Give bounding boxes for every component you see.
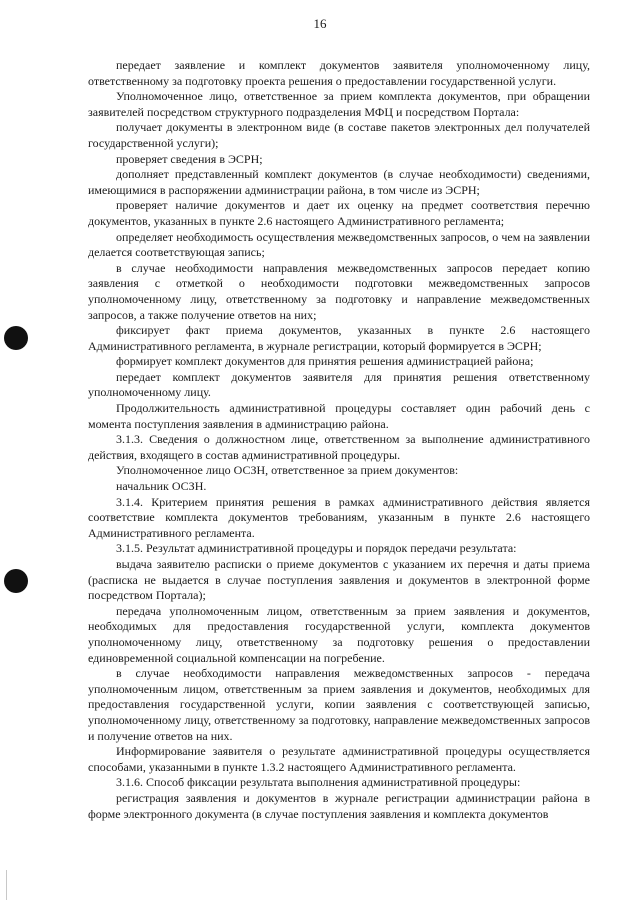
- paragraph: в случае необходимости направления межведомственных запросов передает копию заявления с отметкой о необходимости подготовки межведомственных запросов уполномоченному лицу, ответственному за подготовку и направление межведомственных запросов, а также получение ответов на них;: [88, 260, 590, 322]
- paragraph: передает комплект документов заявителя для принятия решения ответственному уполномоченному лицу.: [88, 369, 590, 400]
- paragraph: 3.1.4. Критерием принятия решения в рамках административного действия является соответствие комплекта документов требованиям, указанным в пункте 2.6 настоящего Административного регламента.: [88, 494, 590, 540]
- paragraph: начальник ОСЗН.: [116, 479, 207, 494]
- paragraph: Информирование заявителя о результате административной процедуры осуществляется способами, указанными в пункте 1.3.2 настоящего Административного регламента.: [88, 744, 590, 774]
- paragraph: передача уполномоченным лицом, ответственным за прием заявления и документов, необходимых для предоставления государственной услуги, комплекта документов уполномоченному лицу, ответственному за подготовку решения о предоставлении единовременной социальной компенсации на погребение.: [88, 603, 590, 665]
- paragraph: Продолжительность административной процедуры составляет один рабочий день с момента поступления заявления в администрацию района.: [88, 401, 590, 431]
- paragraph: 3.1.6. Способ фиксации результата выполнения административной процедуры:: [116, 775, 521, 790]
- paragraph: дополняет представленный комплект документов (в случае необходимости) сведениями, имеющимися в распоряжении администрации района, в том числе из ЭСРН;: [88, 167, 590, 197]
- paragraph: 3.1.5. Результат административной процедуры и порядок передачи результата:: [116, 541, 517, 556]
- paragraph: фиксирует факт приема документов, указанных в пункте 2.6 настоящего Административного регламента, в журнале регистрации, который формируется в ЭСРН;: [88, 323, 590, 353]
- paragraph: проверяет сведения в ЭСРН;: [116, 151, 263, 166]
- paragraph: формирует комплект документов для принятия решения администрацией района;: [116, 354, 534, 369]
- punch-hole-bottom: [4, 569, 28, 593]
- document-body: [88, 58, 590, 822]
- paragraph: передает заявление и комплект документов заявителя уполномоченному лицу, ответственному за подготовку проекта решения о предоставлении государственной услуги.: [88, 58, 590, 88]
- paragraph: выдача заявителю расписки о приеме документов с указанием их перечня и даты приема (расписка не выдается в случае поступления заявления и документов в электронной форме посредством Портала);: [88, 557, 590, 603]
- paragraph: определяет необходимость осуществления межведомственных запросов, о чем на заявлении делается соответствующая запись;: [88, 229, 590, 260]
- paragraph: регистрация заявления и документов в журнале регистрации администрации района в форме электронного документа (в случае поступления заявления и комплекта документов: [88, 790, 590, 821]
- paragraph: получает документы в электронном виде (в составе пакетов электронных дел получателей государственной услуги);: [88, 120, 590, 150]
- page-number: 16: [313, 16, 327, 31]
- scan-edge-mark: [6, 870, 7, 900]
- paragraph: Уполномоченное лицо ОСЗН, ответственное за прием документов:: [116, 463, 459, 478]
- paragraph: проверяет наличие документов и дает их оценку на предмет соответствия перечню документов, указанных в пункте 2.6 настоящего Административного регламента;: [88, 198, 590, 228]
- punch-hole-top: [4, 326, 28, 350]
- paragraph: Уполномоченное лицо, ответственное за прием комплекта документов, при обращении заявителей посредством структурного подразделения МФЦ и посредством Портала:: [88, 89, 590, 119]
- paragraph: 3.1.3. Сведения о должностном лице, ответственном за выполнение административного действия, входящего в состав административной процедуры.: [88, 432, 590, 462]
- paragraph: в случае необходимости направления межведомственных запросов - передача уполномоченным лицом, ответственным за прием заявления и документов, необходимых для предоставления государственной услуги, копии заявления с соответствующей записью, уполномоченному лицу, ответственному за подготовку, направление межведомственных запросов и получение ответов на них.: [88, 666, 590, 743]
